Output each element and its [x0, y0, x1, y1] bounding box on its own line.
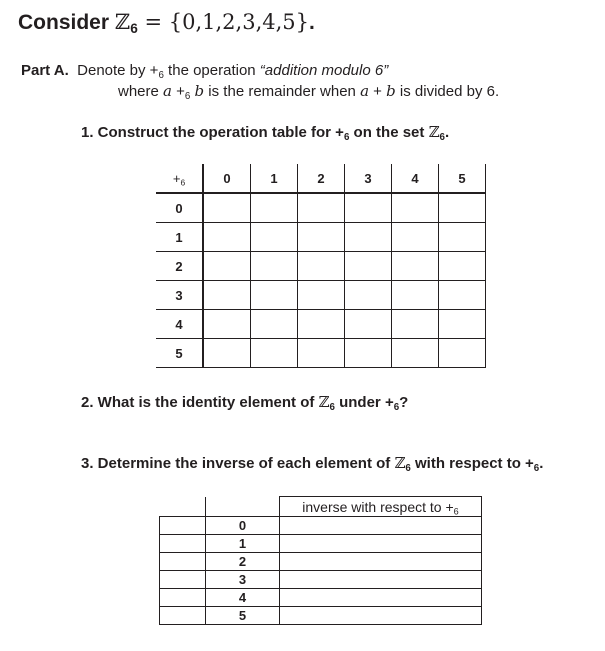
- answer-cell[interactable]: [203, 339, 251, 368]
- row-header: 0: [156, 193, 203, 223]
- blank-cell: [160, 589, 206, 607]
- answer-cell[interactable]: [203, 223, 251, 252]
- answer-cell[interactable]: [251, 252, 298, 281]
- column-header: 4: [392, 164, 439, 193]
- answer-cell[interactable]: [345, 193, 392, 223]
- column-header: 1: [251, 164, 298, 193]
- column-header: 2: [298, 164, 345, 193]
- answer-cell[interactable]: [439, 339, 486, 368]
- answer-cell[interactable]: [439, 281, 486, 310]
- answer-cell[interactable]: [345, 252, 392, 281]
- column-header: 3: [345, 164, 392, 193]
- element-cell: 2: [206, 553, 280, 571]
- question-1: 1. Construct the operation table for $+_6$ on the set ℤ$_6$.: [81, 123, 450, 143]
- element-cell: 4: [206, 589, 280, 607]
- question-3: 3. Determine the inverse of each element of ℤ$_6$ with respect to $+_6$.: [81, 454, 544, 474]
- blank-cell: [160, 553, 206, 571]
- blank-cell: [160, 517, 206, 535]
- answer-cell[interactable]: [392, 310, 439, 339]
- answer-cell[interactable]: [298, 310, 345, 339]
- element-cell: 3: [206, 571, 280, 589]
- answer-cell[interactable]: [345, 223, 392, 252]
- question-2: 2. What is the identity element of ℤ$_6$ under $+_6$?: [81, 393, 409, 413]
- inverse-table-row: [160, 535, 482, 553]
- blank-cell: [160, 497, 206, 517]
- answer-cell[interactable]: [345, 339, 392, 368]
- inverse-column-header: inverse with respect to $+_6$: [280, 497, 482, 517]
- answer-cell[interactable]: [392, 339, 439, 368]
- part-a-label: Part A.: [21, 62, 69, 79]
- row-header: 1: [156, 223, 203, 252]
- part-a-line-1: Part A. Denote by $+_6$ the operation “addition modulo 6”: [21, 62, 389, 81]
- answer-cell[interactable]: [392, 252, 439, 281]
- answer-cell[interactable]: [251, 310, 298, 339]
- answer-cell[interactable]: [392, 281, 439, 310]
- answer-cell[interactable]: [439, 252, 486, 281]
- inverse-answer-cell[interactable]: [280, 607, 482, 625]
- answer-cell[interactable]: [298, 252, 345, 281]
- answer-cell[interactable]: [392, 193, 439, 223]
- answer-cell[interactable]: [345, 281, 392, 310]
- inverse-table-row: [160, 553, 482, 571]
- answer-cell[interactable]: [203, 281, 251, 310]
- answer-cell[interactable]: [251, 193, 298, 223]
- operation-symbol-cell: $+_6$: [156, 164, 203, 193]
- row-header: 4: [156, 310, 203, 339]
- blank-cell: [160, 571, 206, 589]
- operation-table: [156, 164, 486, 368]
- answer-cell[interactable]: [251, 281, 298, 310]
- part-a-line-2: where $a +_6$ b is the remainder when a + b is divided by 6.: [118, 82, 500, 102]
- operation-table-row: [156, 310, 486, 339]
- inverse-answer-cell[interactable]: [280, 571, 482, 589]
- page-title: Consider ℤ$_6$ = {0,1,2,3,4,5}.: [18, 10, 315, 37]
- inverse-table-row: [160, 571, 482, 589]
- inverse-table-row: [160, 517, 482, 535]
- operation-table-row: [156, 339, 486, 368]
- inverse-table-row: [160, 607, 482, 625]
- answer-cell[interactable]: [298, 193, 345, 223]
- row-header: 2: [156, 252, 203, 281]
- element-cell: 5: [206, 607, 280, 625]
- inverse-table-row: [160, 589, 482, 607]
- element-cell: 1: [206, 535, 280, 553]
- answer-cell[interactable]: [203, 310, 251, 339]
- inverse-table: [159, 496, 482, 625]
- inverse-answer-cell[interactable]: [280, 517, 482, 535]
- blank-cell: [206, 497, 280, 517]
- answer-cell[interactable]: [251, 223, 298, 252]
- operation-table-row: [156, 193, 486, 223]
- element-cell: 0: [206, 517, 280, 535]
- answer-cell[interactable]: [298, 223, 345, 252]
- column-header: 5: [439, 164, 486, 193]
- answer-cell[interactable]: [345, 310, 392, 339]
- answer-cell[interactable]: [298, 339, 345, 368]
- answer-cell[interactable]: [439, 223, 486, 252]
- answer-cell[interactable]: [298, 281, 345, 310]
- answer-cell[interactable]: [251, 339, 298, 368]
- blank-cell: [160, 607, 206, 625]
- operation-table-row: [156, 252, 486, 281]
- inverse-table-header-row: [160, 497, 482, 517]
- answer-cell[interactable]: [203, 193, 251, 223]
- inverse-answer-cell[interactable]: [280, 553, 482, 571]
- answer-cell[interactable]: [203, 252, 251, 281]
- operation-table-row: [156, 281, 486, 310]
- answer-cell[interactable]: [392, 223, 439, 252]
- answer-cell[interactable]: [439, 310, 486, 339]
- inverse-answer-cell[interactable]: [280, 589, 482, 607]
- column-header: 0: [203, 164, 251, 193]
- blank-cell: [160, 535, 206, 553]
- row-header: 3: [156, 281, 203, 310]
- answer-cell[interactable]: [439, 193, 486, 223]
- row-header: 5: [156, 339, 203, 368]
- inverse-answer-cell[interactable]: [280, 535, 482, 553]
- operation-table-row: [156, 223, 486, 252]
- operation-table-header-row: [156, 164, 486, 193]
